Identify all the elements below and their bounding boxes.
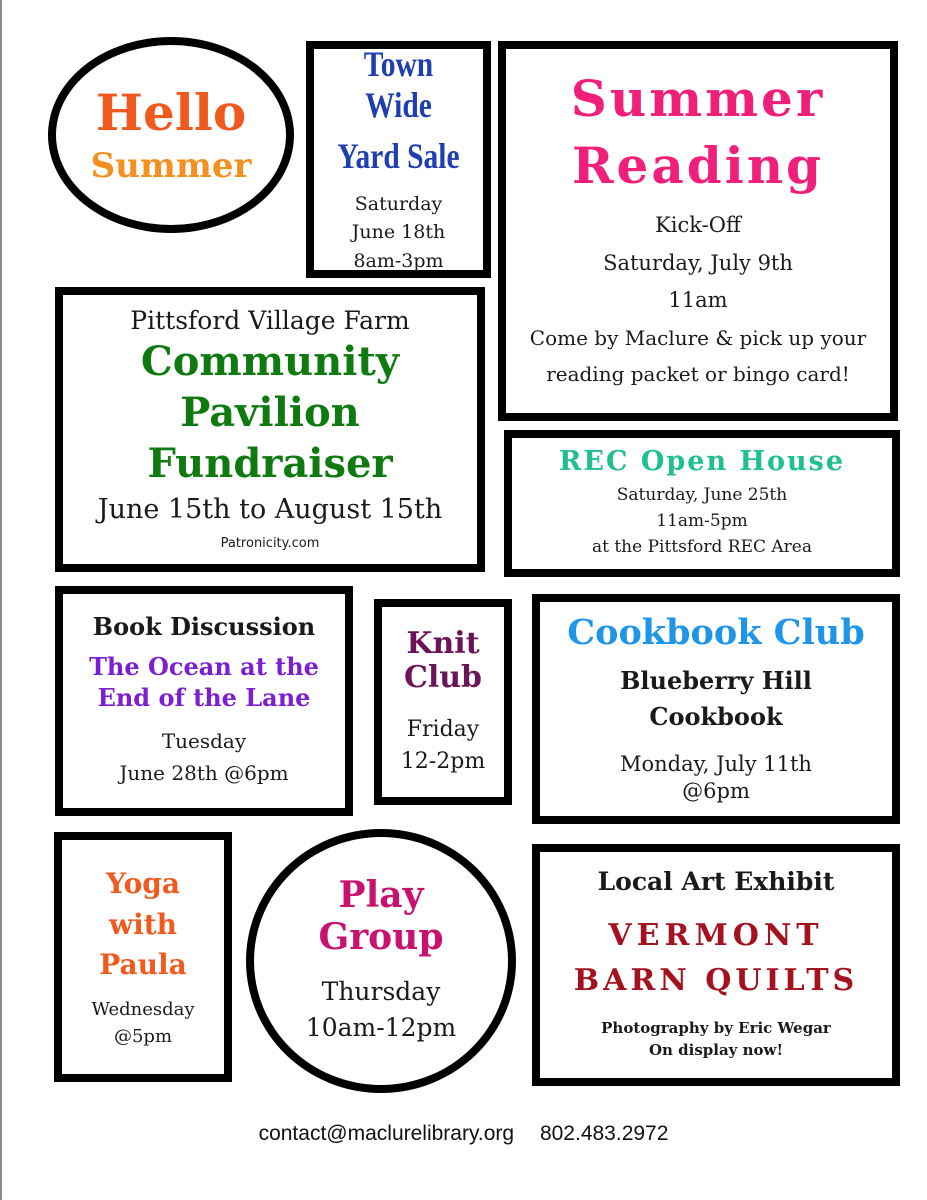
cookbook-title: Cookbook Club (567, 611, 865, 653)
yoga-day: Wednesday (91, 998, 195, 1020)
yard-sale-box (306, 41, 491, 278)
book-date: June 28th @6pm (119, 760, 289, 785)
play-title-line1: Play (338, 874, 424, 917)
book-title-line2: End of the Lane (97, 682, 311, 712)
art-title-line1: VERMONT (608, 917, 824, 953)
cookbook-date: Monday, July 11th (620, 751, 812, 776)
yoga-line3: Paula (99, 948, 187, 982)
yoga-time: @5pm (113, 1025, 173, 1047)
fundraiser-box (55, 287, 485, 572)
summer-reading-kickoff: Kick-Off (655, 212, 741, 237)
play-time: 10am-12pm (305, 1013, 457, 1043)
yoga-line2: with (108, 907, 178, 941)
art-status: On display now! (648, 1041, 784, 1060)
rec-date: Saturday, June 25th (616, 484, 788, 505)
summer-reading-title-line1: Summer (570, 68, 826, 128)
book-discussion-box (55, 586, 353, 816)
rec-time: 11am-5pm (656, 510, 748, 531)
cookbook-book-line1: Blueberry Hill (620, 665, 812, 695)
yoga-line1: Yoga (106, 867, 180, 901)
hello-summer-circle (48, 37, 294, 233)
rec-location: at the Pittsford REC Area (591, 537, 813, 558)
hello-text: Hello (95, 82, 247, 142)
play-title-line2: Group (318, 915, 444, 958)
summer-reading-box (498, 41, 898, 421)
fundraiser-title-line3: Fundraiser (147, 440, 393, 488)
contact-footer (0, 1122, 927, 1146)
play-day: Thursday (321, 977, 441, 1007)
summer-reading-title-line2: Reading (571, 136, 825, 196)
book-title-line1: The Ocean at the (89, 651, 319, 681)
summer-reading-date: Saturday, July 9th (603, 250, 793, 275)
summer-reading-note-line1: Come by Maclure & pick up your (529, 326, 867, 351)
knit-title-line2: Club (403, 660, 483, 696)
cookbook-time: @6pm (682, 779, 750, 804)
book-heading: Book Discussion (92, 612, 316, 642)
yard-sale-title-line1: Town Wide (363, 43, 434, 126)
art-title-line2: BARN QUILTS (573, 962, 859, 998)
summer-text: Summer (90, 146, 252, 187)
rec-open-house-box (504, 430, 900, 577)
fundraiser-site: Patronicity.com (220, 535, 320, 551)
art-exhibit-box (532, 844, 900, 1086)
fundraiser-org: Pittsford Village Farm (130, 306, 410, 336)
yoga-box (54, 832, 232, 1082)
rec-title: REC Open House (558, 446, 846, 478)
summer-reading-note-line2: reading packet or bingo card! (546, 362, 850, 387)
fundraiser-dates: June 15th to August 15th (97, 493, 443, 525)
book-day: Tuesday (161, 728, 247, 753)
knit-title-line1: Knit (406, 625, 480, 661)
summer-reading-time: 11am (668, 288, 728, 313)
art-credit: Photography by Eric Wegar (601, 1018, 831, 1037)
yard-sale-date: June 18th (351, 221, 446, 244)
page-edge-rule (0, 0, 2, 1200)
yard-sale-time: 8am-3pm (353, 249, 444, 272)
yard-sale-day: Saturday (354, 192, 443, 215)
contact-email[interactable]: contact@maclurelibrary.org (258, 1122, 515, 1145)
yard-sale-title-line2: Yard Sale (337, 136, 460, 177)
cookbook-book-line2: Cookbook (649, 701, 783, 731)
contact-phone: 802.483.2972 (539, 1122, 669, 1145)
art-heading: Local Art Exhibit (597, 867, 835, 897)
fundraiser-title-line1: Community (140, 338, 400, 386)
cookbook-club-box (532, 594, 900, 824)
play-group-circle (246, 829, 516, 1093)
knit-day: Friday (406, 716, 480, 742)
knit-time: 12-2pm (400, 748, 486, 774)
fundraiser-title-line2: Pavilion (180, 389, 360, 437)
knit-club-box (374, 599, 512, 805)
